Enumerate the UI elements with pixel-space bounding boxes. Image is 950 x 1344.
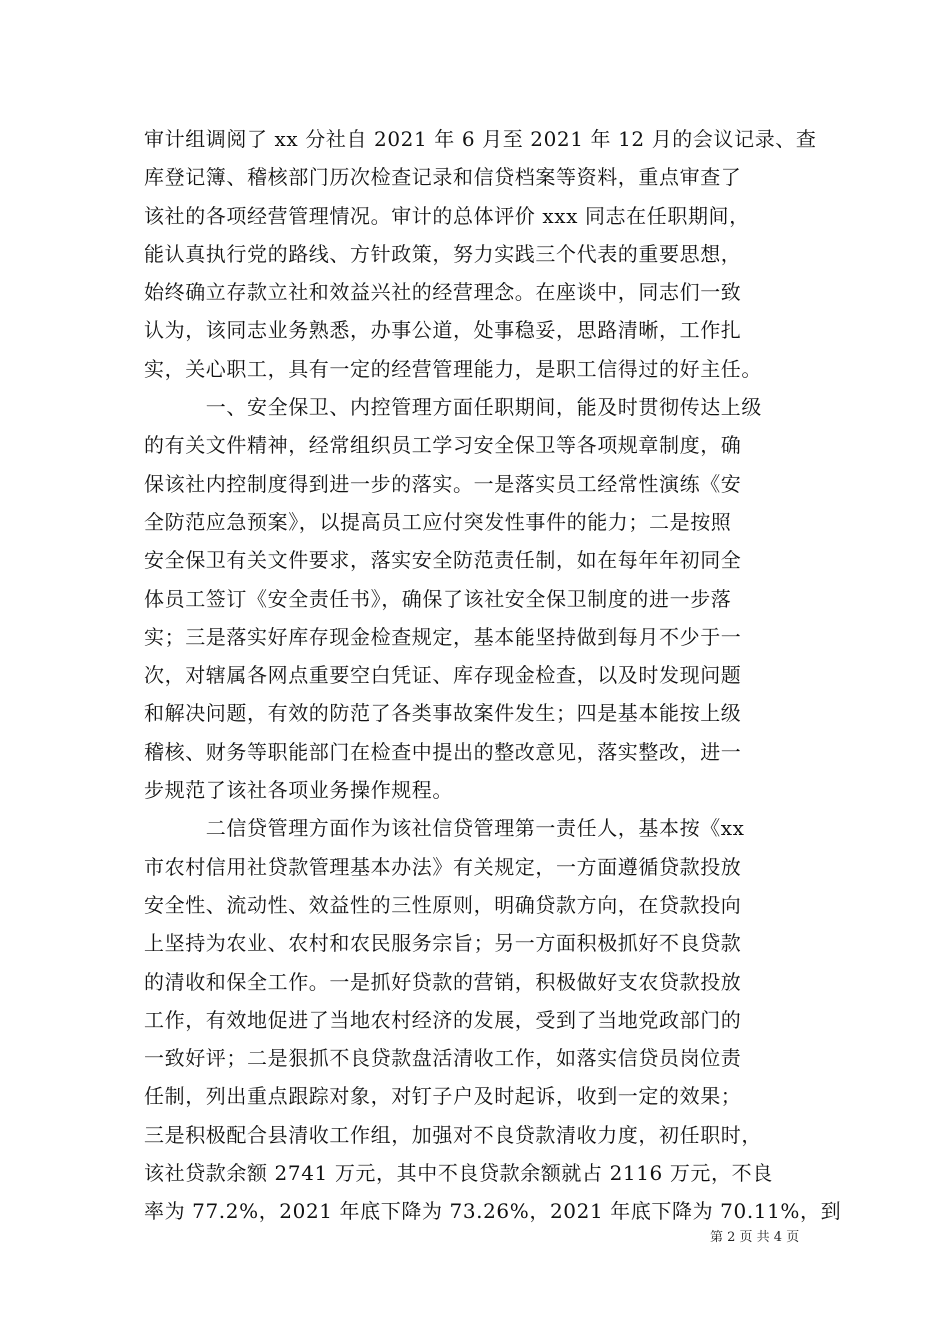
text-line: 二信贷管理方面作为该社信贷管理第一责任人，基本按《xx [144,816,745,841]
text-line: 实，关心职工，具有一定的经营管理能力，是职工信得过的好主任。 [144,356,762,381]
text-line: 任制，列出重点跟踪对象，对钉子户及时起诉，收到一定的效果； [144,1084,742,1109]
text-line: 全防范应急预案》，以提高员工应付突发性事件的能力；二是按照 [144,509,732,534]
text-line: 一、安全保卫、内控管理方面任职期间，能及时贯彻传达上级 [144,395,762,420]
text-line: 一致好评；二是狠抓不良贷款盘活清收工作，如落实信贷员岗位责 [144,1046,742,1071]
text-line: 工作，有效地促进了当地农村经济的发展，受到了当地党政部门的 [144,1007,742,1032]
text-line: 安全保卫有关文件要求，落实安全防范责任制，如在每年年初同全 [144,548,742,573]
text-line: 次，对辖属各网点重要空白凭证、库存现金检查，以及时发现问题 [144,663,742,688]
text-line: 率为 77.2%，2021 年底下降为 73.26%，2021 年底下降为 70.11%，到 [144,1199,842,1224]
text-line: 始终确立存款立社和效益兴社的经营理念。在座谈中，同志们一致 [144,280,742,305]
text-line: 体员工签订《安全责任书》，确保了该社安全保卫制度的进一步落 [144,586,732,611]
text-line: 三是积极配合县清收工作组，加强对不良贷款清收力度，初任职时， [144,1122,762,1147]
text-line: 实；三是落实好库存现金检查规定，基本能坚持做到每月不少于一 [144,624,742,649]
text-line: 步规范了该社各项业务操作规程。 [144,778,453,803]
text-line: 市农村信用社贷款管理基本办法》有关规定，一方面遵循贷款投放 [144,854,742,879]
text-line: 库登记簿、稽核部门历次检查记录和信贷档案等资料，重点审查了 [144,165,742,190]
text-line: 的清收和保全工作。一是抓好贷款的营销，积极做好支农贷款投放 [144,969,742,994]
text-line: 保该社内控制度得到进一步的落实。一是落实员工经常性演练《安 [144,471,742,496]
text-line: 稽核、财务等职能部门在检查中提出的整改意见，落实整改，进一 [144,739,742,764]
text-line: 审计组调阅了 xx 分社自 2021 年 6 月至 2021 年 12 月的会议记录、查 [144,127,817,151]
text-line: 上坚持为农业、农村和农民服务宗旨；另一方面积极抓好不良贷款 [144,931,742,956]
body-text [144,120,842,1231]
text-line: 该社贷款余额 2741 万元，其中不良贷款余额就占 2116 万元，不良 [144,1161,773,1186]
text-line: 能认真执行党的路线、方针政策，努力实践三个代表的重要思想， [144,241,742,266]
text-line: 的有关文件精神，经常组织员工学习安全保卫等各项规章制度，确 [144,433,742,458]
text-line: 和解决问题，有效的防范了各类事故案件发生；四是基本能按上级 [144,701,742,726]
text-line: 安全性、流动性、效益性的三性原则，明确贷款方向，在贷款投向 [144,892,742,917]
text-line: 该社的各项经营管理情况。审计的总体评价 xxx 同志在任职期间， [144,203,750,228]
page-number: 第 2 页 共 4 页 [710,1230,800,1245]
text-line: 认为，该同志业务熟悉，办事公道，处事稳妥，思路清晰，工作扎 [144,318,742,343]
